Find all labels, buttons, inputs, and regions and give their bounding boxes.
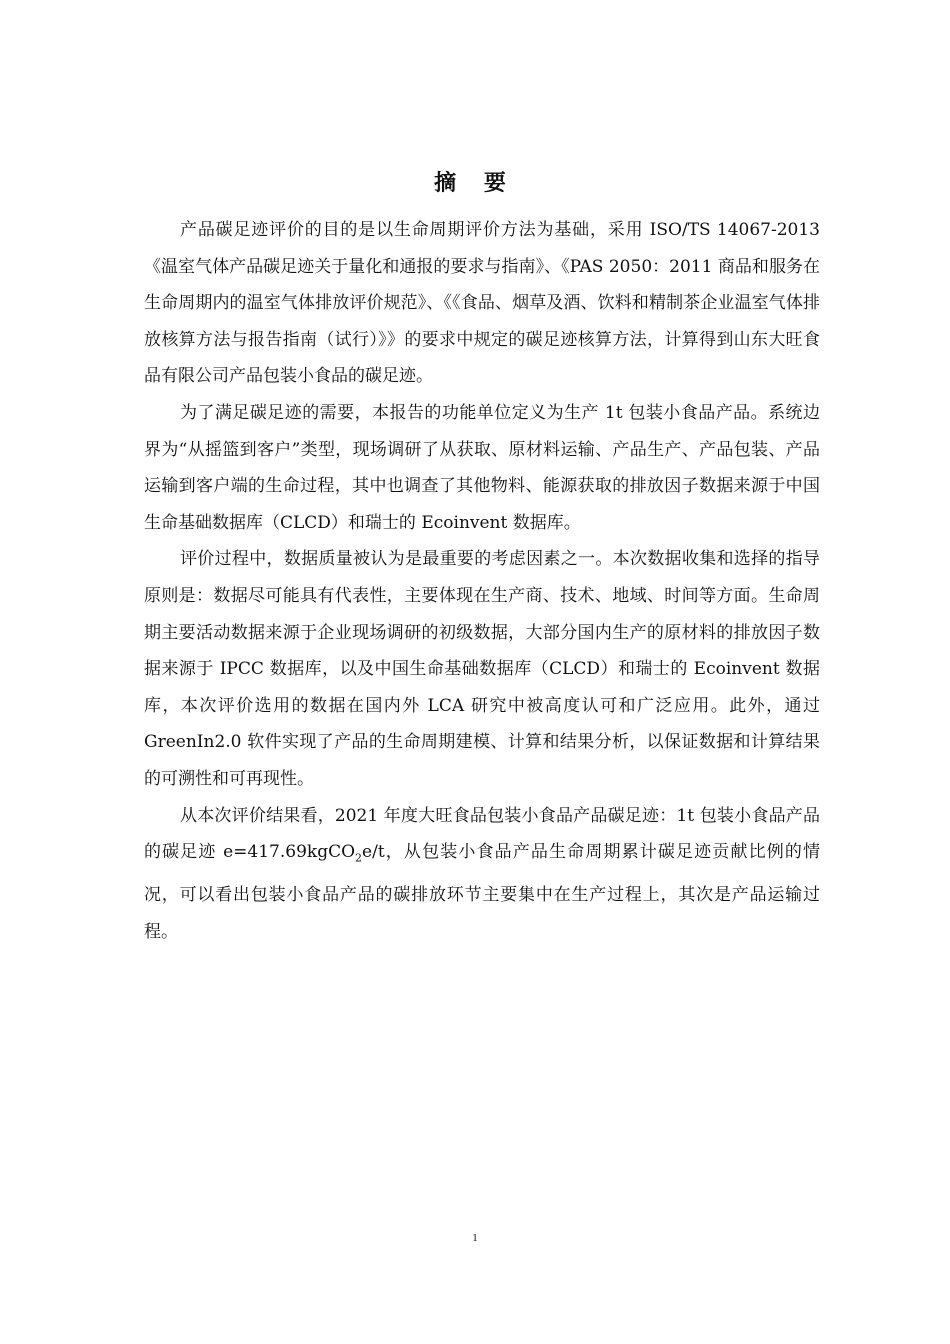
co2-subscript: 2	[355, 851, 363, 865]
results-text-before: 从本次评价结果看，2021 年度大旺食品包装小食品产品碳足迹：1t 包装小食品产品的碳足迹 e=417.69kgCO	[144, 805, 820, 863]
results-text-after: e/t，从包装小食品产品生命周期累计碳足迹贡献比例的情况，可以看出包装小食品产品的碳排放环节主要集中在生产过程上，其次是产品运输过程。	[144, 842, 820, 942]
paragraph-purpose: 产品碳足迹评价的目的是以生命周期评价方法为基础，采用 ISO/TS 14067-2013《温室气体产品碳足迹关于量化和通报的要求与指南》、《PAS 2050：2011 商品和服务在生命周期内的温室气体排放评价规范》、《《食品、烟草及酒、饮料和精制茶企业温室气体排放核算方法与报告指南（试行）》》的要求中规定的碳足迹核算方法，计算得到山东大旺食品有限公司产品包装小食品的碳足迹。	[144, 220, 820, 387]
paragraph-results	[144, 798, 820, 951]
page-title: 摘 要	[434, 170, 516, 196]
paragraph-functional-unit: 为了满足碳足迹的需要，本报告的功能单位定义为生产 1t 包装小食品产品。系统边界为“从摇篮到客户”类型，现场调研了从获取、原材料运输、产品生产、产品包装、产品运输到客户端的生命过程，其中也调查了其他物料、能源获取的排放因子数据来源于中国生命基础数据库（CLCD）和瑞士的 Ecoinvent 数据库。	[144, 402, 820, 533]
page-number: 1	[472, 1232, 478, 1244]
paragraph-data-quality: 评价过程中，数据质量被认为是最重要的考虑因素之一。本次数据收集和选择的指导原则是：数据尽可能具有代表性，主要体现在生产商、技术、地域、时间等方面。生命周期主要活动数据来源于企业现场调研的初级数据，大部分国内生产的原材料的排放因子数据来源于 IPCC 数据库，以及中国生命基础数据库（CLCD）和瑞士的 Ecoinvent 数据库，本次评价选用的数据在国内外 LCA 研究中被高度认可和广泛应用。此外，通过 GreenIn2.0 软件实现了产品的生命周期建模、计算和结果分析，以保证数据和计算结果的可溯性和可再现性。	[144, 549, 820, 789]
abstract-body	[144, 212, 820, 950]
